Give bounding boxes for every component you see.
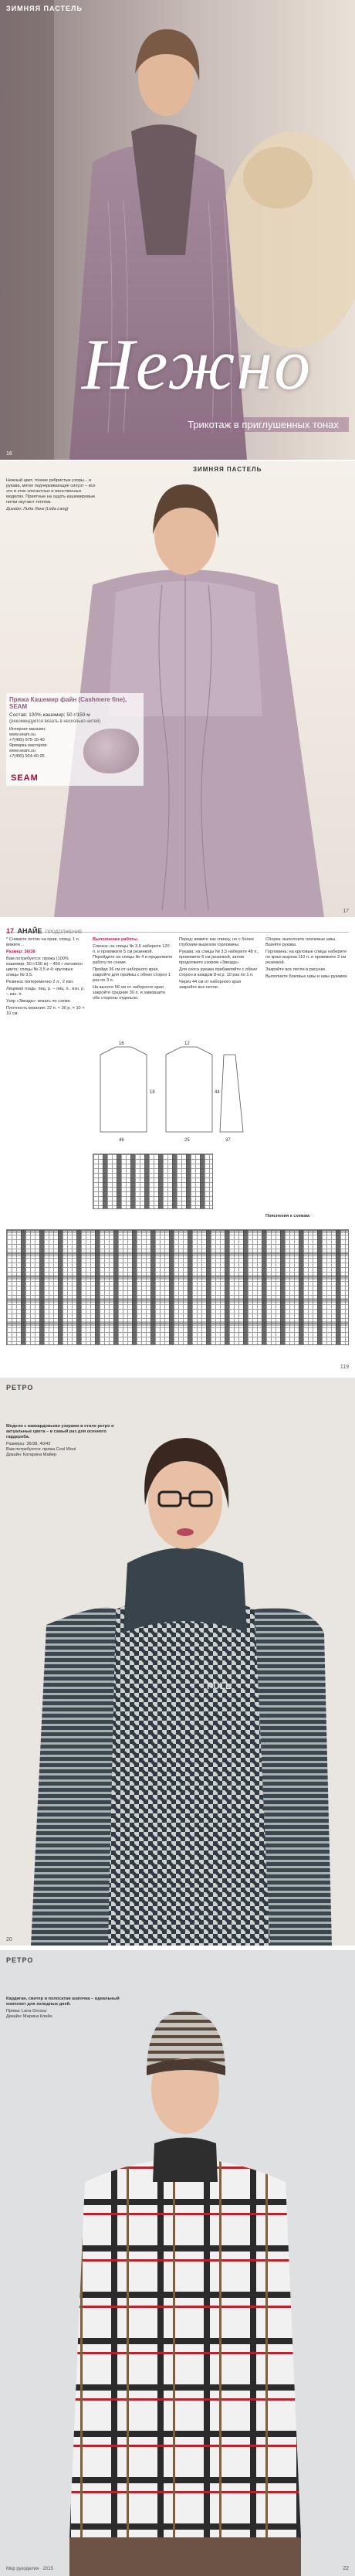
text-paragraph: Сборка: выполните плечевые швы. Вшейте рукава.: [265, 937, 336, 947]
schema-dimension: 18: [150, 1090, 155, 1095]
text-paragraph: Спинка: на спицы № 3,5 наберите 120 п. и провяжите 5 см резинкой. Перейдите на спицы № 4 и продолжите работу по схеме.: [93, 944, 173, 965]
page-retro-striped: [0, 1950, 355, 2576]
text-paragraph: Лицевая гладь: лиц. р. – лиц. п., изн. р. – изн. п.: [6, 987, 85, 997]
text-paragraph: Выполните боковые швы и швы рукавов.: [265, 974, 348, 979]
text-paragraph: Резинка: попеременно 2 л., 2 изн.: [6, 980, 74, 984]
page-model-sweater: [0, 461, 355, 917]
intro-text: [6, 1997, 122, 2058]
text-paragraph: Размер: 36/38: [6, 950, 36, 954]
intro-details: Пряжа: Lana Grossa Дизайн: Марина Клейн: [6, 2009, 52, 2019]
page-magazine-cover: [0, 0, 355, 460]
header-word: АНАЙЕ: [17, 927, 42, 935]
header-number: 17: [6, 927, 15, 935]
text-paragraph: Пройдя 36 см от наборного края, закройте для проймы с обеих сторон 1 раз по 3 п.: [93, 967, 171, 983]
page-retro-houndstooth: [0, 1378, 355, 1946]
page-number: 16: [6, 451, 12, 457]
page-subtitle: Трикотаж в приглушенных тонах: [178, 417, 349, 432]
knitting-chart-small: [93, 1154, 213, 1209]
page-number: 119: [340, 1364, 349, 1370]
text-column-3: [179, 937, 259, 1038]
brand-logo: SEAM: [11, 773, 39, 783]
sweater-logo-text: PULL: [207, 1681, 232, 1691]
section-label: ЗИМНЯЯ ПАСТЕЛЬ: [6, 5, 83, 12]
yarn-title: Пряжа Кашемир файн (Cashmere fine), SEAM: [9, 696, 127, 710]
schema-dimension: 16: [119, 1042, 124, 1046]
text-paragraph: Горловина: на круговые спицы наберите по краю выреза 110 п. и провяжите 3 см резинкой.: [265, 950, 347, 965]
page-number: 20: [6, 1937, 12, 1942]
yarn-skein-image: [83, 729, 139, 773]
legend-title: Пояснения к схемам:: [265, 1214, 311, 1218]
section-label: РЕТРО: [6, 1956, 34, 1964]
page-knitting-instructions: [0, 922, 355, 1373]
schema-dimension: 44: [215, 1090, 220, 1095]
text-paragraph: Рукава: на спицы № 3,5 наберите 48 п., провяжите 6 см резинкой, затем продолжите узором «Звезда».: [179, 950, 259, 965]
text-paragraph: Через 44 см от наборного края закройте все петли.: [179, 980, 242, 990]
schema-dimension: 46: [119, 1138, 124, 1143]
schema-dimension: 25: [184, 1138, 190, 1143]
schema-dimension: 12: [184, 1042, 190, 1046]
page-title: Нежно: [81, 325, 313, 405]
chart-cells: [93, 1154, 212, 1208]
page-footer: Мир рукоделия · 2015: [6, 2567, 53, 2571]
yarn-note: (рекомендуется вязать в несколько нитей): [9, 719, 101, 724]
text-paragraph: Выполнение работы.: [93, 937, 139, 942]
page-number: 22: [343, 2566, 349, 2571]
knitting-chart-large: [6, 1229, 349, 1345]
text-column-1: [6, 937, 86, 1169]
instructions-header: [6, 923, 349, 933]
intro-paragraph: Модели с жаккардовыми узорами в стиле ретро и актуальные цвета – в самый раз для осеннего гардероба.: [6, 1424, 114, 1439]
intro-paragraph: Кардиган, свитер и полосатая шапочка – идеальный комплект для холодных дней.: [6, 1997, 120, 2007]
intro-text: [6, 1424, 114, 1486]
intro-credit: Дизайн: Лида Ланг (Lidia Lang): [6, 507, 69, 511]
yarn-composition: Состав: 100% кашемир; 50 г/150 м: [9, 712, 90, 718]
yarn-contacts: Интернет-магазин: www.seam.su +7(495) 975-10-40 Ярмарка мастеров: www.seam.su +7(495) 924-40-25: [9, 727, 48, 759]
page-number: 17: [343, 909, 349, 914]
text-paragraph: Закройте все петли в рисунке.: [265, 967, 326, 972]
intro-text: [6, 478, 97, 563]
text-paragraph: Перед: вяжите как спинку, но с более глубоким вырезом горловины.: [179, 937, 254, 947]
garment-schematic: [93, 1039, 247, 1147]
text-paragraph: На высоте 56 см от наборного края закройте средние 30 п. и завершите обе стороны отдельно.: [93, 985, 166, 1001]
section-label: РЕТРО: [6, 1384, 34, 1392]
text-column-2: [93, 937, 173, 1038]
text-column-4: [265, 937, 349, 1169]
text-paragraph: Вам потребуется: пряжа (100% кашемир; 50 г/150 м) – 450 г лилового цвета; спицы № 3,5 и 4; круговые спицы № 3,5.: [6, 957, 83, 977]
header-suffix: ПРОДОЛЖЕНИЕ: [45, 930, 83, 935]
intro-details: Размеры: 36/38, 40/42 Вам потребуется: пряжа Cool Wool Дизайн: Катарина Майер: [6, 1442, 76, 1457]
schema-dimension: 37: [225, 1138, 231, 1143]
text-paragraph: Плотность вязания: 22 п. × 30 р. = 10 × 10 см.: [6, 1006, 85, 1016]
yarn-info-box: [6, 693, 144, 786]
section-label: ЗИМНЯЯ ПАСТЕЛЬ: [193, 466, 262, 473]
intro-paragraph: Нежный цвет, тонкие ребристые узоры... и рукава, мягко подчеркивающие силуэт – все это в этих элегантных и женственных моделях. Приятные на ощупь кашемировые нитки окутают теплом.: [6, 478, 96, 505]
text-paragraph: Для скоса рукава прибавляйте с обеих сторон в каждом 8-м р. 10 раз по 1 п.: [179, 967, 258, 977]
text-paragraph: Узор «Звезда»: вязать по схеме.: [6, 999, 72, 1004]
text-paragraph: * Снимите петлю на прав. спицу, 1 п. вяжите...: [6, 937, 80, 947]
chart-cells: [7, 1230, 348, 1344]
